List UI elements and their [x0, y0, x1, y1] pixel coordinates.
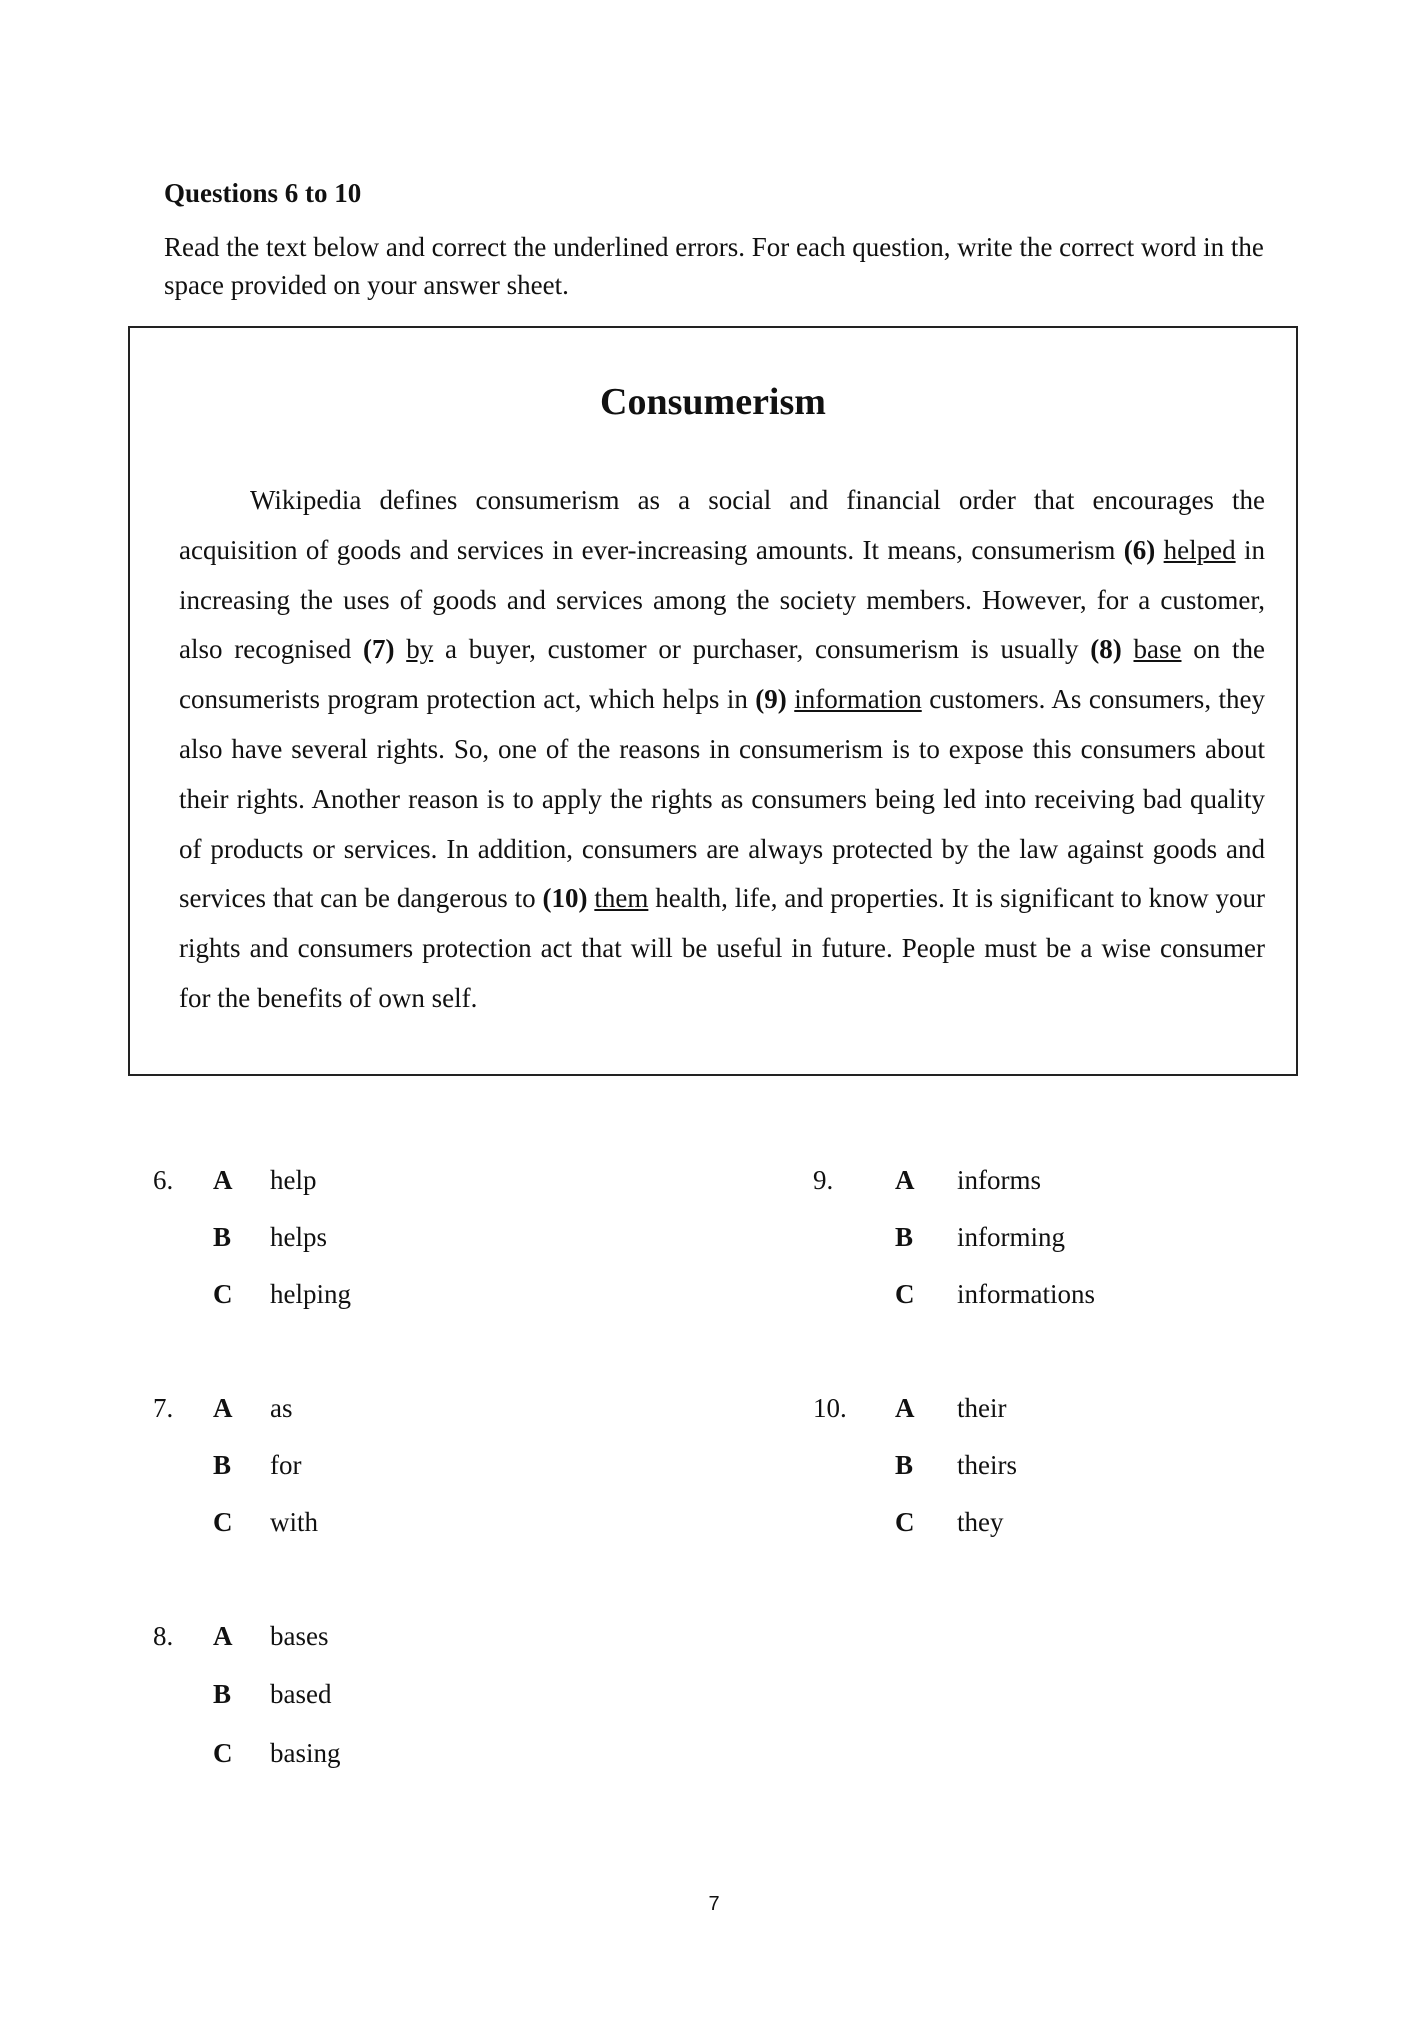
option-text: as: [270, 1393, 293, 1423]
option-text: helps: [270, 1222, 327, 1252]
passage-segment: [1155, 535, 1163, 565]
option-text: informing: [957, 1222, 1065, 1252]
question-marker-6: (6): [1123, 534, 1156, 565]
option-text: basing: [270, 1738, 341, 1768]
option-letter: B: [213, 1679, 232, 1709]
option-text: help: [270, 1165, 317, 1195]
option-letter: A: [213, 1621, 233, 1651]
passage-segment: [394, 634, 406, 664]
question-number: 10.: [813, 1393, 847, 1423]
question-marker-7: (7): [362, 634, 395, 665]
option-letter: C: [213, 1738, 233, 1768]
option-text: with: [270, 1507, 319, 1537]
option-text: informations: [957, 1279, 1095, 1309]
option-letter: B: [213, 1222, 232, 1252]
question-10: [813, 1393, 1313, 1573]
underlined-error-8: base: [1133, 634, 1182, 665]
question-6: [153, 1165, 653, 1345]
question-number: 6.: [153, 1165, 174, 1195]
option-text: informs: [957, 1165, 1041, 1195]
passage-segment: on the consumerists program protection act, which helps in: [179, 634, 1265, 715]
option-text: helping: [270, 1279, 351, 1309]
option-text: bases: [270, 1621, 329, 1651]
option-text: based: [270, 1679, 332, 1709]
section-heading: Questions 6 to 10: [164, 178, 362, 208]
underlined-error-7: by: [406, 634, 434, 665]
page-number: 7: [708, 1893, 720, 1915]
question-8: [153, 1621, 653, 1801]
passage-box: [128, 326, 1298, 1076]
option-letter: C: [895, 1507, 915, 1537]
option-text: theirs: [957, 1450, 1017, 1480]
option-letter: B: [213, 1450, 232, 1480]
option-letter: A: [895, 1393, 915, 1423]
option-letter: A: [895, 1165, 915, 1195]
option-letter: A: [213, 1165, 233, 1195]
option-letter: B: [895, 1450, 914, 1480]
option-text: their: [957, 1393, 1007, 1423]
passage-segment: [1122, 634, 1134, 664]
passage-segment: in increasing the uses of goods and services among the society members. However, for a customer, also recognised: [179, 534, 1265, 665]
option-letter: A: [213, 1393, 233, 1423]
question-marker-10: (10): [542, 883, 588, 914]
passage-segment: Wikipedia defines consumerism as a social and financial order that encourages the acquisition of goods and services in ever-increasing amounts. It means, consumerism: [179, 485, 1265, 565]
passage-segment: a buyer, customer or purchaser, consumerism is usually: [433, 634, 1091, 665]
option-letter: B: [895, 1222, 914, 1252]
passage-segment: customers. As consumers, they also have several rights. So, one of the reasons in consumerism is to expose this consumers about their rights. Another reason is to apply the rights as consumers being led into receiving bad quality of products or services. In addition, consumers are always protected by the law against goods and services that can be dangerous to: [179, 684, 1266, 914]
underlined-error-9: information: [794, 684, 922, 715]
option-letter: C: [213, 1507, 233, 1537]
question-number: 8.: [153, 1621, 174, 1651]
passage-segment: health, life, and properties. It is significant to know your rights and consumers protection act that will be useful in future. People must be a wise consumer for the benefits of own self.: [179, 883, 1265, 1013]
underlined-error-10: them: [594, 883, 649, 914]
passage-text: [179, 476, 1265, 1024]
option-text: for: [270, 1450, 302, 1480]
question-number: 7.: [153, 1393, 174, 1423]
instructions: Read the text below and correct the underlined errors. For each question, write the correct word in the space provided on your answer sheet.: [164, 232, 1264, 300]
option-letter: C: [895, 1279, 915, 1309]
question-7: [153, 1393, 653, 1573]
underlined-error-6: helped: [1163, 534, 1236, 565]
question-number: 9.: [813, 1165, 834, 1195]
question-marker-8: (8): [1090, 634, 1122, 665]
passage-title: Consumerism: [600, 381, 826, 423]
option-text: they: [957, 1507, 1004, 1537]
question-9: [813, 1165, 1313, 1345]
option-letter: C: [213, 1279, 233, 1309]
question-marker-9: (9): [755, 684, 787, 715]
